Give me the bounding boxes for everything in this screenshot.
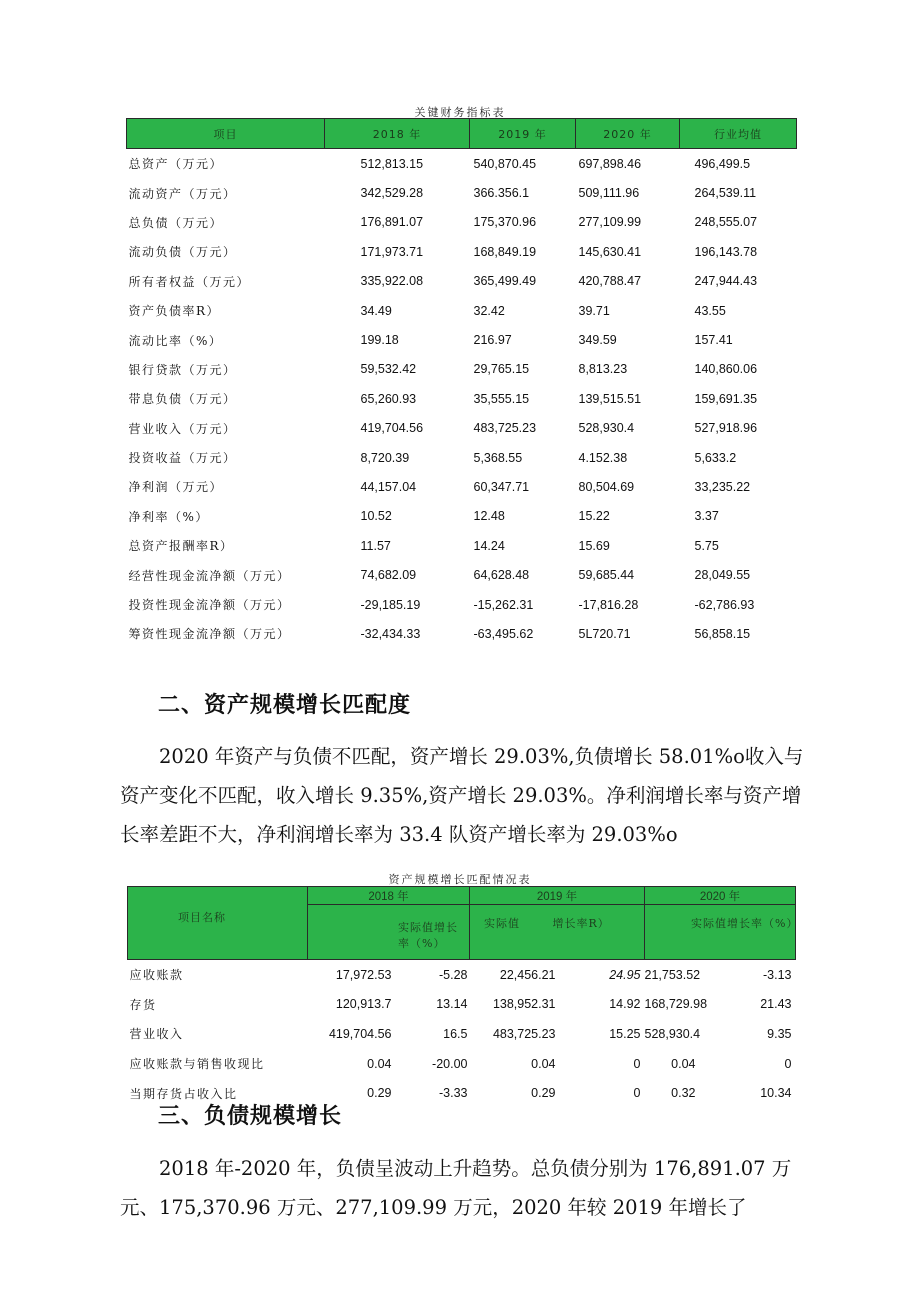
row-label: 带息负债（万元） <box>128 392 237 407</box>
cell-value: 365,499.49 <box>473 274 537 289</box>
table-row <box>127 619 797 648</box>
header-item: 项目 <box>127 119 325 149</box>
table-row <box>127 531 797 560</box>
cell-value: 0.04 <box>671 1056 696 1071</box>
row-label: 营业收入（万元） <box>128 421 237 436</box>
section3-text: 2018 年-2020 年，负债呈波动上升趋势。总负债分别为 176,891.07 万元、175,370.96 万元、277,109.99 万元，2020 年较 2019 年增长了 <box>120 1157 792 1219</box>
table-row <box>128 1049 796 1079</box>
table-row <box>127 208 797 237</box>
table-row <box>127 178 797 207</box>
cell-value: 0.04 <box>531 1056 556 1071</box>
table-row <box>127 325 797 354</box>
cell-value: 335,922.08 <box>360 274 424 289</box>
row-label: 总资产报酬率R） <box>128 539 234 554</box>
cell-value: 14.24 <box>473 538 505 553</box>
cell-value: 527,918.96 <box>694 421 758 436</box>
cell-value: 74,682.09 <box>360 568 417 583</box>
cell-value: 22,456.21 <box>499 967 556 982</box>
cell-value: 140,860.06 <box>694 362 758 377</box>
cell-value: 196,143.78 <box>694 244 758 259</box>
table-row <box>127 355 797 384</box>
cell-value: 34.49 <box>360 303 392 318</box>
cell-value: 15.22 <box>578 509 610 524</box>
row-label: 投资性现金流净额（万元） <box>128 598 291 613</box>
row-label: 营业收入 <box>129 1027 184 1042</box>
cell-value: 264,539.11 <box>694 186 757 201</box>
table-row <box>127 237 797 266</box>
cell-value: -3.33 <box>439 1086 468 1101</box>
sub-header-2020: 实际值增长率（%） <box>645 905 796 960</box>
row-label: 投资收益（万元） <box>128 451 237 466</box>
cell-value: 277,109.99 <box>578 215 642 230</box>
cell-value: -63,495.62 <box>473 626 534 641</box>
row-label: 银行贷款（万元） <box>128 362 237 377</box>
cell-value: -20.00 <box>432 1056 468 1071</box>
cell-value: 35,555.15 <box>473 391 530 406</box>
cell-value: 509,111.96 <box>578 186 640 201</box>
cell-value: 8,813.23 <box>578 362 628 377</box>
cell-value: 5,368.55 <box>473 450 523 465</box>
cell-value: 12.48 <box>473 509 505 524</box>
cell-value: 10.52 <box>360 509 392 524</box>
cell-value: 199.18 <box>360 333 399 348</box>
cell-value: -3.13 <box>763 967 792 982</box>
cell-value: 176,891.07 <box>360 215 424 230</box>
cell-value: -17,816.28 <box>578 597 639 612</box>
cell-value: 216.97 <box>473 333 512 348</box>
cell-value: 0.04 <box>367 1056 392 1071</box>
row-label: 总负债（万元） <box>128 215 224 230</box>
cell-value: 540,870.45 <box>473 156 537 171</box>
row-label: 应收账款与销售收现比 <box>129 1057 265 1072</box>
cell-value: 21,753.52 <box>644 967 701 982</box>
header-year-2020: 2020 年 <box>645 887 796 905</box>
table-row <box>127 414 797 443</box>
cell-value: 366.356.1 <box>473 186 530 201</box>
table-row <box>127 443 797 472</box>
cell-value: 0.32 <box>671 1086 696 1101</box>
cell-value: 157.41 <box>694 333 733 348</box>
sub-header-2018: 实际值增长率（%） <box>308 905 470 960</box>
table-row <box>127 384 797 413</box>
cell-value: 65,260.93 <box>360 391 417 406</box>
cell-value: 56,858.15 <box>694 626 751 641</box>
header-year-2019: 2019 年 <box>470 887 645 905</box>
table-row <box>127 560 797 589</box>
cell-value: 175,370.96 <box>473 215 537 230</box>
header-year-2018: 2018 年 <box>308 887 470 905</box>
row-label: 经营性现金流净额（万元） <box>128 568 291 583</box>
row-label: 应收账款 <box>129 968 184 983</box>
header-item-name: 项目名称 <box>128 887 308 960</box>
row-label: 筹资性现金流净额（万元） <box>128 627 291 642</box>
cell-value: 0 <box>633 1056 641 1071</box>
cell-value: 9.35 <box>767 1026 792 1041</box>
table-row <box>127 502 797 531</box>
cell-value: 483,725.23 <box>473 421 537 436</box>
cell-value: 159,691.35 <box>694 391 758 406</box>
asset-growth-match-table <box>127 886 799 1108</box>
cell-value: -62,786.93 <box>694 597 755 612</box>
row-label: 当期存货占收入比 <box>129 1086 238 1101</box>
cell-value: 11.57 <box>360 538 391 553</box>
key-financial-indicators-table <box>126 118 797 649</box>
row-label: 流动资产（万元） <box>128 186 237 201</box>
cell-value: 4.152.38 <box>578 450 628 465</box>
cell-value: 420,788.47 <box>578 274 642 289</box>
sub-header-2019-growth: 增长率R） <box>552 917 610 930</box>
section3-heading: 三、负债规模增长 <box>158 1104 343 1129</box>
table-row <box>128 1019 796 1049</box>
cell-value: 0.29 <box>531 1086 556 1101</box>
cell-value: 28,049.55 <box>694 568 751 583</box>
cell-value: 168,729.98 <box>644 997 708 1012</box>
cell-value: 21.43 <box>760 997 792 1012</box>
header-industry-avg: 行业均值 <box>680 119 797 149</box>
cell-value: 483,725.23 <box>492 1026 556 1041</box>
cell-value: 16.5 <box>443 1026 468 1041</box>
header-2018: 2018 年 <box>325 119 470 149</box>
table1-title: 关键财务指标表 <box>414 106 506 119</box>
cell-value: 0 <box>633 1086 641 1101</box>
section2-paragraph <box>120 737 810 854</box>
cell-value: 33,235.22 <box>694 479 751 494</box>
cell-value: 496,499.5 <box>694 156 751 171</box>
cell-value: 8,720.39 <box>360 450 410 465</box>
cell-value: 44,157.04 <box>360 479 417 494</box>
cell-value: 247,944.43 <box>694 274 758 289</box>
row-label: 流动比率（%） <box>128 333 223 348</box>
cell-value: -29,185.19 <box>360 597 421 612</box>
table2-title: 资产规模增长匹配情况表 <box>388 873 532 886</box>
header-2019: 2019 年 <box>470 119 576 149</box>
row-label: 流动负债（万元） <box>128 245 237 260</box>
cell-value: 248,555.07 <box>694 215 758 230</box>
table-row <box>128 960 796 990</box>
cell-value: 24.95 <box>609 967 641 982</box>
table1-header-row <box>127 119 797 149</box>
row-label: 所有者权益（万元） <box>128 274 251 289</box>
cell-value: 14.92 <box>609 997 641 1012</box>
cell-value: 528,930.4 <box>644 1026 701 1041</box>
cell-value: 528,930.4 <box>578 421 635 436</box>
cell-value: 17,972.53 <box>335 967 392 982</box>
header-2020: 2020 年 <box>576 119 680 149</box>
cell-value: 419,704.56 <box>328 1026 392 1041</box>
cell-value: 15.69 <box>578 538 610 553</box>
cell-value: 15.25 <box>609 1026 641 1041</box>
cell-value: -32,434.33 <box>360 626 421 641</box>
cell-value: 419,704.56 <box>360 421 424 436</box>
cell-value: 0 <box>784 1056 792 1071</box>
section2-heading: 二、资产规模增长匹配度 <box>158 693 412 718</box>
section3-paragraph <box>120 1149 810 1227</box>
cell-value: 43.55 <box>694 303 726 318</box>
cell-value: 512,813.15 <box>360 156 424 171</box>
cell-value: 39.71 <box>578 303 610 318</box>
cell-value: 349.59 <box>578 333 617 348</box>
cell-value: 168,849.19 <box>473 244 537 259</box>
cell-value: 13.14 <box>436 997 468 1012</box>
cell-value: 5L720.71 <box>578 626 631 641</box>
sub-header-2019-actual: 实际值 <box>484 917 520 930</box>
cell-value: 5.75 <box>694 538 719 553</box>
row-label: 总资产（万元） <box>128 157 224 172</box>
cell-value: 138,952.31 <box>492 997 556 1012</box>
table-row <box>127 590 797 619</box>
sub-header-2019 <box>470 905 645 960</box>
row-label: 存货 <box>129 997 157 1012</box>
section2-text: 2020 年资产与负债不匹配，资产增长 29.03%,负债增长 58.01%o收入与资产变化不匹配，收入增长 9.35%,资产增长 29.03%。净利润增长率与资产增长率差距不大，净利润增长率为 33.4 队资产增长率为 29.03%o <box>120 745 804 846</box>
cell-value: 80,504.69 <box>578 479 635 494</box>
cell-value: 697,898.46 <box>578 156 642 171</box>
cell-value: 0.29 <box>367 1086 392 1101</box>
table2-year-row <box>128 887 796 905</box>
cell-value: 59,685.44 <box>578 568 635 583</box>
cell-value: 32.42 <box>473 303 505 318</box>
row-label: 净利率（%） <box>128 509 209 524</box>
cell-value: -15,262.31 <box>473 597 534 612</box>
cell-value: 171,973.71 <box>360 244 424 259</box>
cell-value: 139,515.51 <box>578 391 642 406</box>
row-label: 资产负债率R） <box>128 304 221 319</box>
cell-value: 145,630.41 <box>578 244 642 259</box>
table-row <box>127 296 797 325</box>
cell-value: 342,529.28 <box>360 186 424 201</box>
table-row <box>127 472 797 501</box>
cell-value: 5,633.2 <box>694 450 737 465</box>
cell-value: 120,913.7 <box>335 997 392 1012</box>
cell-value: 59,532.42 <box>360 362 417 377</box>
cell-value: 3.37 <box>694 509 719 524</box>
cell-value: 60,347.71 <box>473 479 530 494</box>
cell-value: -5.28 <box>439 967 468 982</box>
cell-value: 10.34 <box>760 1086 792 1101</box>
table-row <box>128 990 796 1020</box>
row-label: 净利润（万元） <box>128 480 224 495</box>
cell-value: 29,765.15 <box>473 362 530 377</box>
table-row <box>127 267 797 296</box>
cell-value: 64,628.48 <box>473 568 530 583</box>
table-row <box>127 149 797 179</box>
